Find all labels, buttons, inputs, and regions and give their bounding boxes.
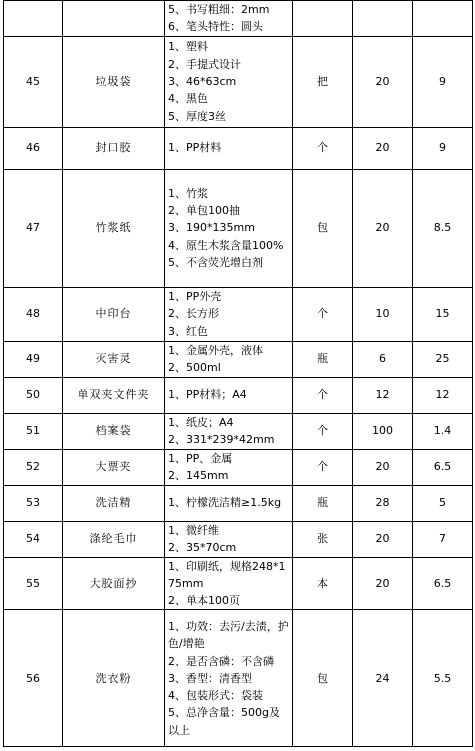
- unit-cell: 瓶: [293, 485, 353, 521]
- item-name-cell: 中印台: [63, 287, 165, 341]
- table-row: [4, 557, 473, 610]
- quantity-cell: 28: [353, 485, 413, 521]
- quantity-cell: 12: [353, 377, 413, 413]
- spec-line: 2、500ml: [168, 361, 221, 375]
- table-body: [4, 1, 473, 747]
- table-row: [4, 521, 473, 557]
- unit-price-cell: 7: [413, 521, 473, 557]
- quantity-cell: 100: [353, 413, 413, 449]
- quantity-cell: 20: [353, 449, 413, 485]
- spec-line: 1、PP材料: [168, 141, 222, 155]
- item-spec-cell: [165, 377, 293, 413]
- item-name-cell: 大胶面抄: [63, 557, 165, 610]
- spec-line: 2、331*239*42mm: [168, 433, 275, 447]
- unit-cell: 个: [293, 287, 353, 341]
- quantity-cell: 20: [353, 127, 413, 169]
- spec-line: 1、功效：去污/去渍，护色/增艳: [168, 619, 289, 651]
- item-name-cell: 洗洁精: [63, 485, 165, 521]
- spec-line: 4、原生木浆含量100%: [168, 238, 284, 252]
- quantity-cell: [353, 1, 413, 37]
- item-number-cell: 45: [4, 36, 63, 127]
- item-spec-cell: [165, 557, 293, 610]
- table-row: [4, 485, 473, 521]
- unit-price-cell: 15: [413, 287, 473, 341]
- spec-line: 2、单本100页: [168, 594, 240, 608]
- unit-price-cell: 1.4: [413, 413, 473, 449]
- unit-cell: 包: [293, 610, 353, 747]
- quantity-cell: 20: [353, 169, 413, 287]
- item-name-cell: 洗衣粉: [63, 610, 165, 747]
- item-name-cell: 竹浆纸: [63, 169, 165, 287]
- table-row: [4, 413, 473, 449]
- table-row: [4, 610, 473, 747]
- item-spec-cell: [165, 413, 293, 449]
- item-number-cell: 47: [4, 169, 63, 287]
- quantity-cell: 10: [353, 287, 413, 341]
- item-number-cell: 50: [4, 377, 63, 413]
- spec-line: 1、PP、金属: [168, 451, 233, 465]
- spec-line: 5、总净含量：500g及以上: [168, 706, 280, 737]
- item-number-cell: 54: [4, 521, 63, 557]
- spec-line: 2、长方形: [168, 307, 219, 321]
- table-row: [4, 1, 473, 37]
- item-name-cell: [63, 1, 165, 37]
- spec-line: 2、145mm: [168, 469, 229, 483]
- unit-cell: 张: [293, 521, 353, 557]
- spec-line: 1、塑料: [168, 40, 208, 54]
- table-row: [4, 287, 473, 341]
- quantity-cell: 6: [353, 341, 413, 377]
- spec-line: 2、是否含磷：不含磷: [168, 654, 274, 668]
- item-name-cell: 灭害灵: [63, 341, 165, 377]
- item-spec-cell: [165, 127, 293, 169]
- quantity-cell: 20: [353, 36, 413, 127]
- spec-line: 3、香型：清香型: [168, 671, 252, 685]
- item-number-cell: 51: [4, 413, 63, 449]
- item-spec-cell: [165, 610, 293, 747]
- table-row: [4, 36, 473, 127]
- quantity-cell: 20: [353, 521, 413, 557]
- unit-price-cell: 9: [413, 36, 473, 127]
- spec-line: 5、不含荧光增白剂: [168, 256, 263, 270]
- item-name-cell: 涤纶毛巾: [63, 521, 165, 557]
- spec-line: 2、单包100抽: [168, 204, 240, 218]
- table-row: [4, 127, 473, 169]
- spec-line: 1、印刷纸，规格248*175mm: [168, 559, 286, 590]
- item-spec-cell: [165, 485, 293, 521]
- item-name-cell: 档案袋: [63, 413, 165, 449]
- unit-cell: 个: [293, 377, 353, 413]
- item-number-cell: 52: [4, 449, 63, 485]
- item-number-cell: 55: [4, 557, 63, 610]
- item-spec-cell: [165, 169, 293, 287]
- unit-price-cell: [413, 1, 473, 37]
- unit-cell: 个: [293, 449, 353, 485]
- spec-line: 1、微纤维: [168, 523, 219, 537]
- item-spec-cell: [165, 449, 293, 485]
- spec-line: 3、190*135mm: [168, 221, 255, 235]
- unit-price-cell: 25: [413, 341, 473, 377]
- item-spec-cell: [165, 521, 293, 557]
- spec-line: 3、红色: [168, 324, 208, 338]
- item-number-cell: 49: [4, 341, 63, 377]
- table-row: [4, 377, 473, 413]
- item-spec-cell: [165, 287, 293, 341]
- item-name-cell: 垃圾袋: [63, 36, 165, 127]
- spec-line: 5、书写粗细：2mm: [168, 3, 270, 16]
- spec-line: 4、包装形式：袋装: [168, 689, 263, 703]
- item-name-cell: 单双夹文件夹: [63, 377, 165, 413]
- spec-line: 1、PP外壳: [168, 290, 222, 304]
- unit-price-cell: 6.5: [413, 557, 473, 610]
- product-spec-table-page: [3, 0, 472, 747]
- unit-price-cell: 8.5: [413, 169, 473, 287]
- spec-line: 4、黑色: [168, 92, 208, 106]
- spec-line: 5、厚度3丝: [168, 109, 226, 123]
- spec-line: 2、35*70cm: [168, 541, 237, 555]
- unit-price-cell: 12: [413, 377, 473, 413]
- unit-cell: 把: [293, 36, 353, 127]
- spec-line: 1、PP材料；A4: [168, 388, 247, 402]
- unit-price-cell: 6.5: [413, 449, 473, 485]
- item-spec-cell: [165, 1, 293, 37]
- unit-price-cell: 5: [413, 485, 473, 521]
- unit-cell: 包: [293, 169, 353, 287]
- item-spec-cell: [165, 341, 293, 377]
- spec-line: 1、柠檬洗洁精≥1.5kg: [168, 496, 282, 510]
- item-number-cell: 46: [4, 127, 63, 169]
- unit-price-cell: 5.5: [413, 610, 473, 747]
- unit-cell: 个: [293, 413, 353, 449]
- unit-price-cell: 9: [413, 127, 473, 169]
- item-number-cell: 56: [4, 610, 63, 747]
- item-number-cell: [4, 1, 63, 37]
- unit-cell: 本: [293, 557, 353, 610]
- quantity-cell: 24: [353, 610, 413, 747]
- item-number-cell: 48: [4, 287, 63, 341]
- spec-line: 1、金属外壳，液体: [168, 343, 263, 357]
- table-row: [4, 169, 473, 287]
- unit-cell: [293, 1, 353, 37]
- unit-cell: 个: [293, 127, 353, 169]
- item-spec-cell: [165, 36, 293, 127]
- spec-line: 3、46*63cm: [168, 74, 237, 88]
- item-name-cell: 大票夹: [63, 449, 165, 485]
- spec-line: 2、手提式设计: [168, 57, 241, 71]
- product-spec-table: [3, 0, 473, 747]
- item-name-cell: 封口胶: [63, 127, 165, 169]
- quantity-cell: 20: [353, 557, 413, 610]
- spec-line: 1、竹浆: [168, 186, 208, 200]
- table-row: [4, 449, 473, 485]
- item-number-cell: 53: [4, 485, 63, 521]
- spec-line: 6、笔头特性：圆头: [168, 20, 263, 34]
- spec-line: 1、纸皮；A4: [168, 415, 234, 429]
- table-row: [4, 341, 473, 377]
- unit-cell: 瓶: [293, 341, 353, 377]
